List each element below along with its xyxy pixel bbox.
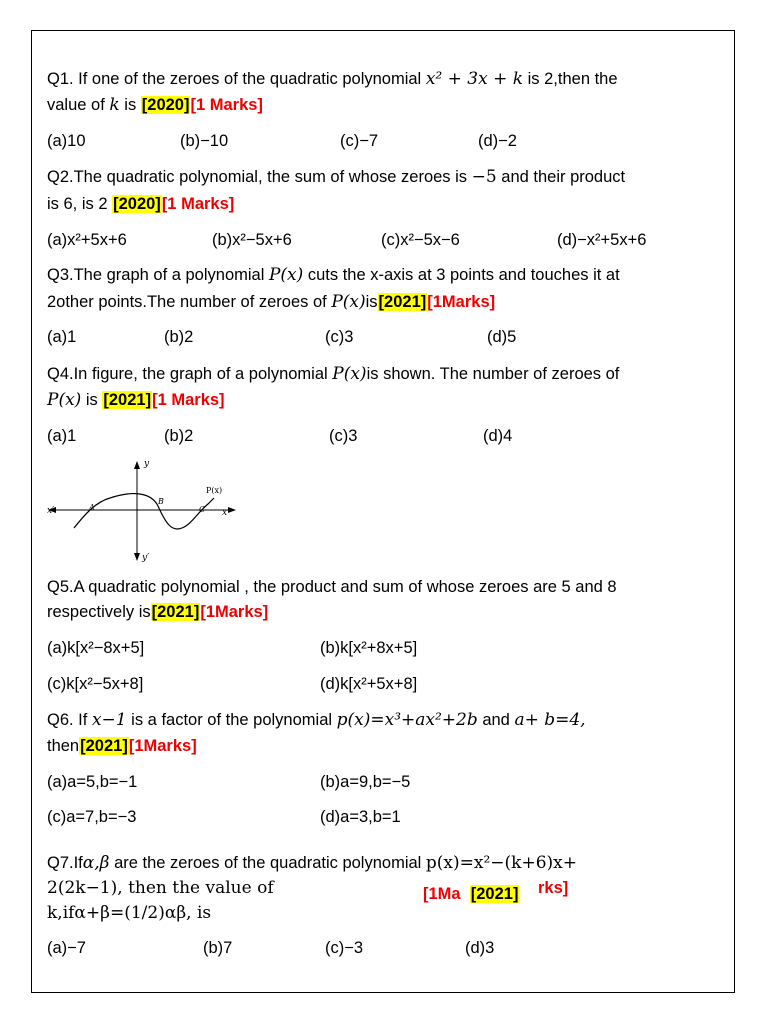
q7-text-b: are the zeroes of the quadratic polynomial: [109, 854, 426, 872]
q6-polynomial: p(x)=x³+ax²+2b: [336, 710, 478, 730]
q3-option-a: (a)1: [47, 328, 77, 346]
q7-option-b: (b)7: [203, 939, 233, 957]
q6-line1: [47, 709, 586, 731]
q1-text: Q1. If one of the zeroes of the quadratic polynomial: [47, 70, 426, 88]
q1-k: k: [109, 95, 120, 115]
q1-option-a: (a)10: [47, 132, 86, 150]
q1-option-c: (c)−7: [340, 132, 379, 150]
q5-year-badge: [2021]: [151, 603, 200, 621]
q7-tag: [423, 883, 519, 905]
q4-px-2: P(x): [47, 390, 82, 410]
q1-line2: [47, 94, 263, 116]
y-axis-arrow-up: [134, 461, 140, 469]
q3-year-badge: [2021]: [378, 293, 427, 311]
q3-line2: [47, 291, 495, 313]
q6-option-d: (d)a=3,b=1: [320, 808, 401, 826]
q6-text: Q6. If: [47, 711, 92, 729]
q6-option-c: (c)a=7,b=−3: [47, 808, 137, 826]
q7-option-d: (d)3: [465, 939, 495, 957]
q7-line3: [47, 902, 211, 924]
q4-line1: [47, 363, 619, 385]
q1-option-d: (d)−2: [478, 132, 517, 150]
q5-text-b: respectively is: [47, 603, 151, 621]
q1-text-d: is: [119, 96, 141, 114]
q3-text-d: is: [365, 293, 378, 311]
q2-option-b: (b)x²−5x+6: [212, 231, 292, 249]
q6-text-d: then: [47, 737, 80, 755]
q3-marks: [1Marks]: [427, 293, 496, 311]
polynomial-curve: [74, 494, 214, 529]
q1-option-b: (b)−10: [180, 132, 229, 150]
q5-line2: [47, 601, 268, 623]
q7-marks-part1: [1Ma: [423, 885, 461, 903]
label-x-neg: x′: [47, 506, 55, 516]
q4-text-c: is: [81, 391, 103, 409]
q2-text-b: and their product: [496, 168, 626, 186]
q5-option-d: (d)k[x²+5x+8]: [320, 675, 418, 693]
q2-text-c: is 6, is 2: [47, 195, 113, 213]
q3-text-b: cuts the x-axis at 3 points and touches it at: [303, 266, 620, 284]
q6-year-badge: [2021]: [80, 737, 128, 755]
q3-px-2: P(x): [331, 292, 366, 312]
q6-option-b: (b)a=9,b=−5: [320, 773, 411, 791]
q5-option-c: (c)k[x²−5x+8]: [47, 675, 144, 693]
q6-marks: [1Marks]: [128, 737, 197, 755]
q1-expression: x² + 3x + k: [425, 69, 524, 89]
q2-sum-value: −5: [471, 167, 497, 187]
y-axis-arrow-down: [134, 553, 140, 561]
q4-year-badge: [2021]: [103, 391, 152, 409]
q6-text-b: is a factor of the polynomial: [126, 711, 337, 729]
q5-option-b: (b)k[x²+8x+5]: [320, 639, 418, 657]
label-c: C: [199, 505, 206, 514]
q2-option-c: (c)x²−5x−6: [381, 231, 460, 249]
q6-text-c: and: [477, 711, 515, 729]
label-y-neg: y′: [142, 553, 150, 563]
q6-option-a: (a)a=5,b=−1: [47, 773, 138, 791]
q5-line1: [47, 576, 617, 598]
q3-option-b: (b)2: [164, 328, 194, 346]
q4-option-d: (d)4: [483, 427, 513, 445]
q3-line1: [47, 264, 620, 286]
q6-factor: x−1: [91, 710, 127, 730]
q1-line1: [47, 68, 618, 90]
q7-year-badge: [2021]: [470, 885, 519, 903]
label-b: B: [158, 497, 164, 506]
q1-marks: [1 Marks]: [190, 96, 263, 114]
q2-line1: [47, 166, 625, 188]
q7-option-c: (c)−3: [325, 939, 364, 957]
x-axis-arrow-right: [228, 507, 236, 513]
q7-option-a: (a)−7: [47, 939, 86, 957]
q6-line2: [47, 735, 197, 757]
q3-text: Q3.The graph of a polynomial: [47, 266, 269, 284]
q3-option-d: (d)5: [487, 328, 517, 346]
q6-condition: a+ b=4,: [514, 710, 586, 730]
q4-text-b: is shown. The number of zeroes of: [366, 365, 620, 383]
q4-px: P(x): [332, 364, 367, 384]
q4-marks: [1 Marks]: [152, 391, 225, 409]
q4-line2: [47, 389, 225, 411]
q7-text-c: 2(2k−1), then the value of: [47, 878, 274, 898]
label-a: A: [89, 503, 95, 512]
q2-text: Q2.The quadratic polynomial, the sum of whose zeroes is: [47, 168, 472, 186]
q2-marks: [1 Marks]: [161, 195, 235, 213]
q7-line1: [47, 852, 577, 874]
q4-option-c: (c)3: [329, 427, 358, 445]
q3-option-c: (c)3: [325, 328, 354, 346]
q4-option-b: (b)2: [164, 427, 194, 445]
q7-tag2: [538, 877, 568, 899]
q7-line2: [47, 877, 274, 899]
label-px: P(x): [206, 486, 223, 495]
q5-text: Q5.A quadratic polynomial , the product and sum of whose zeroes are 5 and 8: [47, 578, 617, 596]
q4-text: Q4.In figure, the graph of a polynomial: [47, 365, 333, 383]
q3-text-c: 2other points.The number of zeroes of: [47, 293, 332, 311]
q7-alpha-beta: α,β: [82, 853, 110, 873]
q1-text-c: value of: [47, 96, 110, 114]
q2-year-badge: [2020]: [113, 195, 161, 213]
label-x: x: [222, 508, 228, 518]
q1-year-badge: [2020]: [141, 96, 190, 114]
polynomial-graph-figure: [44, 458, 249, 564]
label-y: y: [144, 459, 150, 469]
q7-marks-part2: rks]: [538, 879, 569, 897]
q7-text: Q7.If: [47, 854, 83, 872]
q5-option-a: (a)k[x²−8x+5]: [47, 639, 145, 657]
q1-text-b: is 2,then the: [523, 70, 618, 88]
q4-option-a: (a)1: [47, 427, 77, 445]
q2-option-d: (d)−x²+5x+6: [557, 231, 647, 249]
q2-option-a: (a)x²+5x+6: [47, 231, 127, 249]
q5-marks: [1Marks]: [200, 603, 269, 621]
q7-text-d: k,ifα+β=(1/2)αβ, is: [47, 903, 212, 923]
q3-px: P(x): [268, 265, 304, 285]
q7-polynomial: p(x)=x²−(k+6)x+: [425, 853, 578, 873]
q2-line2: [47, 193, 234, 215]
